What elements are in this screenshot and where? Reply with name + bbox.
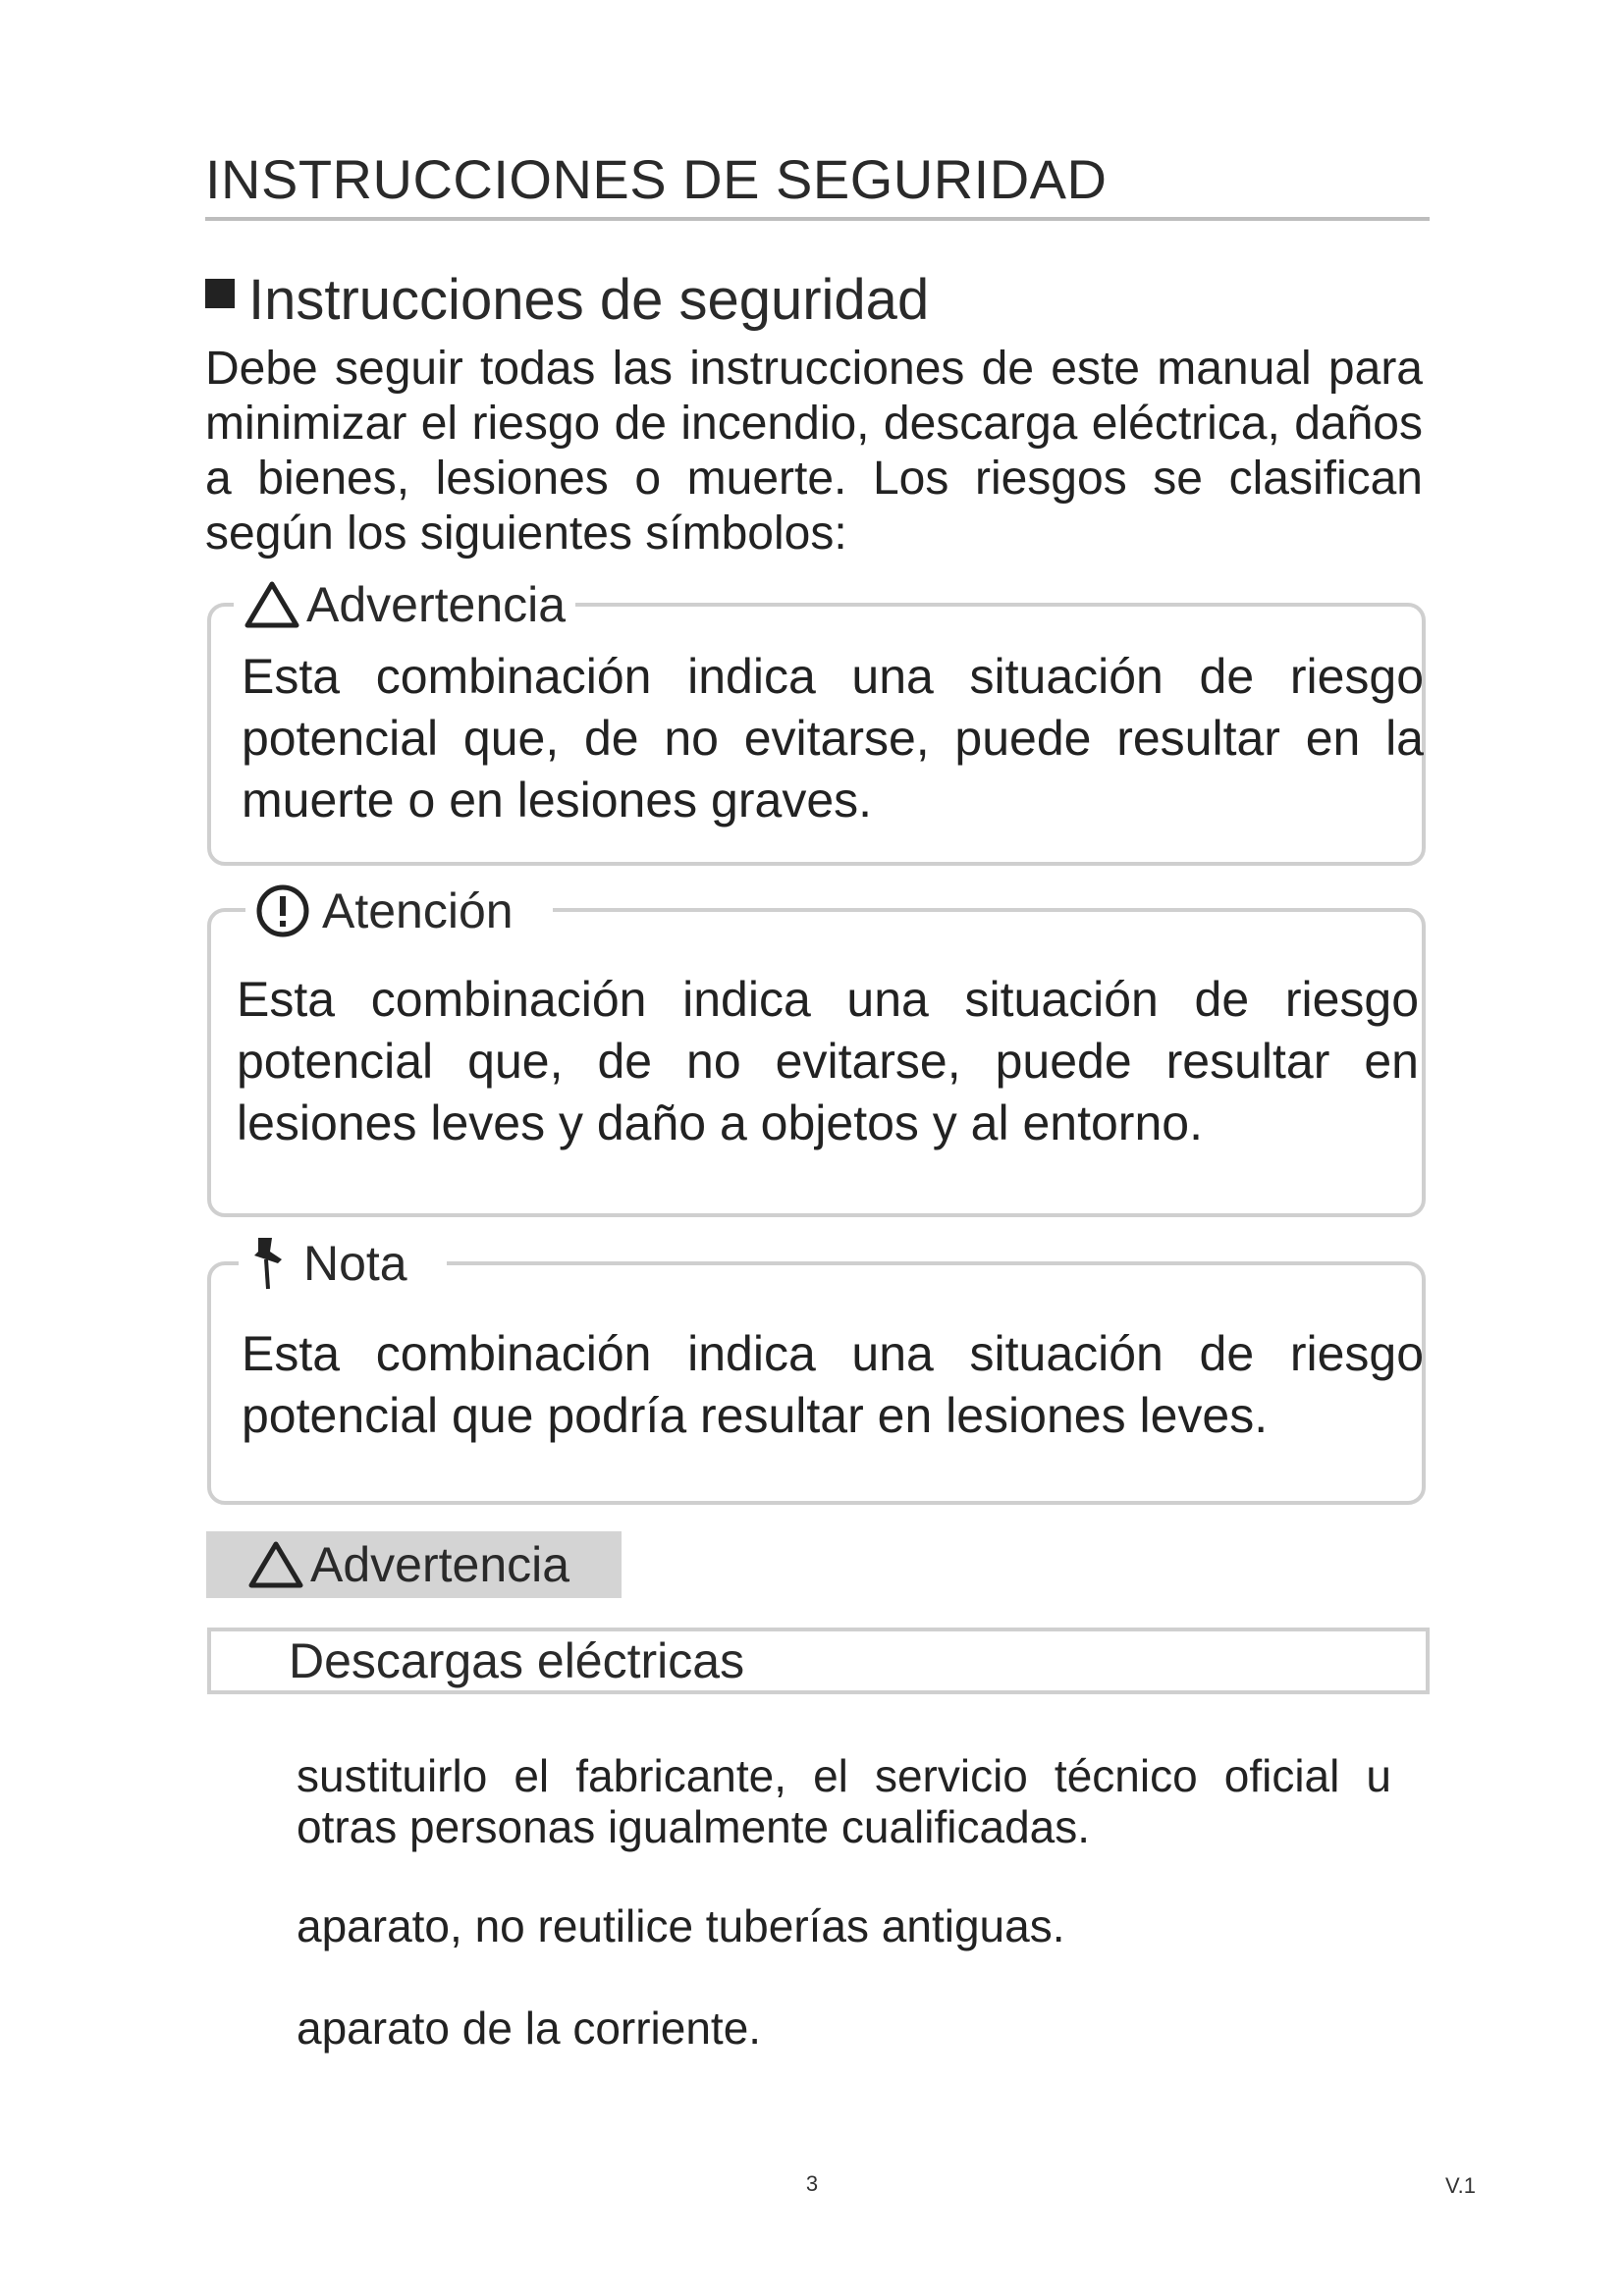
warning-triangle-icon — [244, 579, 300, 630]
section-heading — [205, 267, 929, 333]
warning-box-title: Advertencia — [306, 577, 567, 632]
caution-box-text: Esta combinación indica una situación de riesgo potencial que, de no evitarse, puede resultar en lesiones leves y daño a objetos y al entorno. — [237, 972, 1419, 1150]
square-bullet-icon — [205, 279, 235, 308]
body-paragraph: aparato de la corriente. — [297, 2002, 762, 2054]
note-box-title: Nota — [303, 1236, 407, 1291]
warning-triangle-icon — [247, 1539, 304, 1590]
caution-box-title: Atención — [322, 883, 514, 938]
caution-box-label — [245, 880, 553, 942]
pushpin-icon — [248, 1234, 292, 1293]
note-box-label — [239, 1231, 447, 1296]
body-paragraph: sustituirlo el fabricante, el servicio técnico oficial u otras personas igualmente cualificadas. — [297, 1750, 1391, 1852]
intro-paragraph: Debe seguir todas las instrucciones de este manual para minimizar el riesgo de incendio, descarga eléctrica, daños a bienes, lesiones o muerte. Los riesgos se clasifican según los siguientes símbolos: — [205, 343, 1423, 560]
warning-tag-label: Advertencia — [310, 1537, 570, 1592]
title-divider — [205, 217, 1430, 221]
section-heading-text: Instrucciones de seguridad — [248, 268, 930, 332]
warning-box-text: Esta combinación indica una situación de riesgo potencial que, de no evitarse, puede resultar en la muerte o en lesiones graves. — [242, 649, 1424, 828]
note-box-text: Esta combinación indica una situación de riesgo potencial que podría resultar en lesiones leves. — [242, 1326, 1424, 1443]
body-paragraph: aparato, no reutilice tuberías antiguas. — [297, 1900, 1065, 1951]
exclamation-circle-icon — [255, 883, 310, 938]
warning-box-label — [234, 573, 575, 636]
version-label: V.1 — [1445, 2173, 1477, 2198]
page-title: INSTRUCCIONES DE SEGURIDAD — [205, 148, 1108, 210]
page-number: 3 — [805, 2171, 819, 2196]
category-label: Descargas eléctricas — [289, 1633, 745, 1688]
warning-tag — [206, 1531, 622, 1598]
